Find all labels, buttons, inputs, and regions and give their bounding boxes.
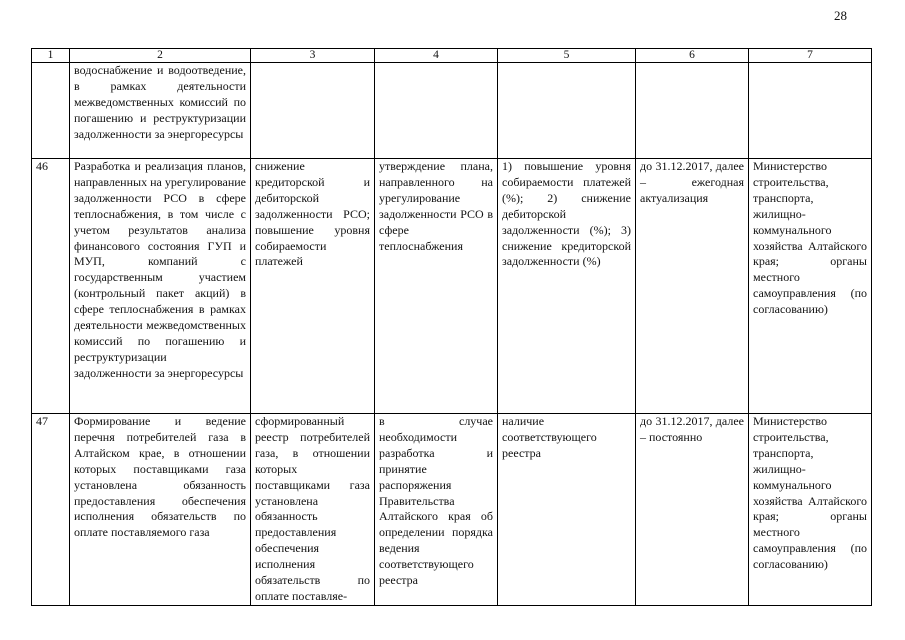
column-number-row — [32, 49, 872, 63]
deadline-text: до 31.12.2017, далее – постоянно — [640, 414, 744, 444]
measure-cell — [70, 159, 251, 414]
indicator-cell — [498, 159, 636, 414]
result-cell — [251, 159, 375, 414]
responsible-text: Министерство строительства, транспорта, жилищно-коммунального хозяйства Алтайского края; органы местного самоуправления (по согласованию) — [753, 414, 867, 572]
document-cell — [375, 63, 498, 159]
row-number — [32, 63, 70, 159]
measures-table — [31, 48, 872, 606]
document-text: в случае необходимости разработка и принятие распоряжения Правительства Алтайского края об определении порядка ведения соответствующего реестра — [379, 414, 493, 588]
responsible-cell — [749, 159, 872, 414]
indicator-cell — [498, 414, 636, 606]
responsible-text: Министерство строительства, транспорта, жилищно-коммунального хозяйства Алтайского края; органы местного самоуправления (по согласованию) — [753, 159, 867, 317]
row-number: 46 — [32, 159, 70, 414]
document-text: утверждение плана, направленного на урегулирование задолженности РСО в сфере теплоснабжения — [379, 159, 493, 253]
column-number: 3 — [251, 49, 375, 63]
document-cell — [375, 159, 498, 414]
table-row — [32, 414, 872, 606]
deadline-cell — [636, 63, 749, 159]
result-cell — [251, 414, 375, 606]
table-row — [32, 63, 872, 159]
page-number: 28 — [834, 8, 847, 23]
measure-cell — [70, 414, 251, 606]
deadline-cell — [636, 159, 749, 414]
column-number: 5 — [498, 49, 636, 63]
indicator-text: наличие соответствующего реестра — [502, 414, 597, 460]
result-text: сформированный реестр потребителей газа, в отношении которых поставщиками газа установлена обязанность предоставления обеспечения исполнения обязательств по оплате поставляе- — [255, 414, 370, 603]
column-number: 4 — [375, 49, 498, 63]
deadline-cell — [636, 414, 749, 606]
row-number: 47 — [32, 414, 70, 606]
document-cell — [375, 414, 498, 606]
result-text: снижение кредиторской и дебиторской задолженности РСО; повышение уровня собираемости платежей — [255, 159, 370, 269]
column-number: 6 — [636, 49, 749, 63]
responsible-cell — [749, 414, 872, 606]
measure-cell — [70, 63, 251, 159]
result-cell — [251, 63, 375, 159]
measure-text: водоснабжение и водоотведение, в рамках деятельности межведомственных комиссий по погашению и реструктуризации задолженности за энергоресурсы — [74, 63, 246, 141]
measure-text: Формирование и ведение перечня потребителей газа в Алтайском крае, в отношении которых поставщиками газа установлена обязанность предоставления обеспечения исполнения обязательств по оплате поставляемого газа — [74, 414, 246, 540]
responsible-cell — [749, 63, 872, 159]
measure-text: Разработка и реализация планов, направленных на урегулирование задолженности РСО в сфере теплоснабжения, в том числе с учетом результатов анализа финансового состояния ГУП и МУП, компаний с государственным участием (контрольный пакет акций) в сфере теплоснабжения в рамках деятельности межведомственных комиссий по погашению и реструктуризации задолженности за энергоресурсы — [74, 159, 246, 380]
indicator-text: 1) повышение уровня собираемости платежей (%); 2) снижение дебиторской задолженности (%); 3) снижение кредиторской задолженности (%) — [502, 159, 631, 269]
column-number: 2 — [70, 49, 251, 63]
column-number: 7 — [749, 49, 872, 63]
table-row — [32, 159, 872, 414]
column-number: 1 — [32, 49, 70, 63]
indicator-cell — [498, 63, 636, 159]
deadline-text: до 31.12.2017, далее – ежегодная актуализация — [640, 159, 744, 205]
